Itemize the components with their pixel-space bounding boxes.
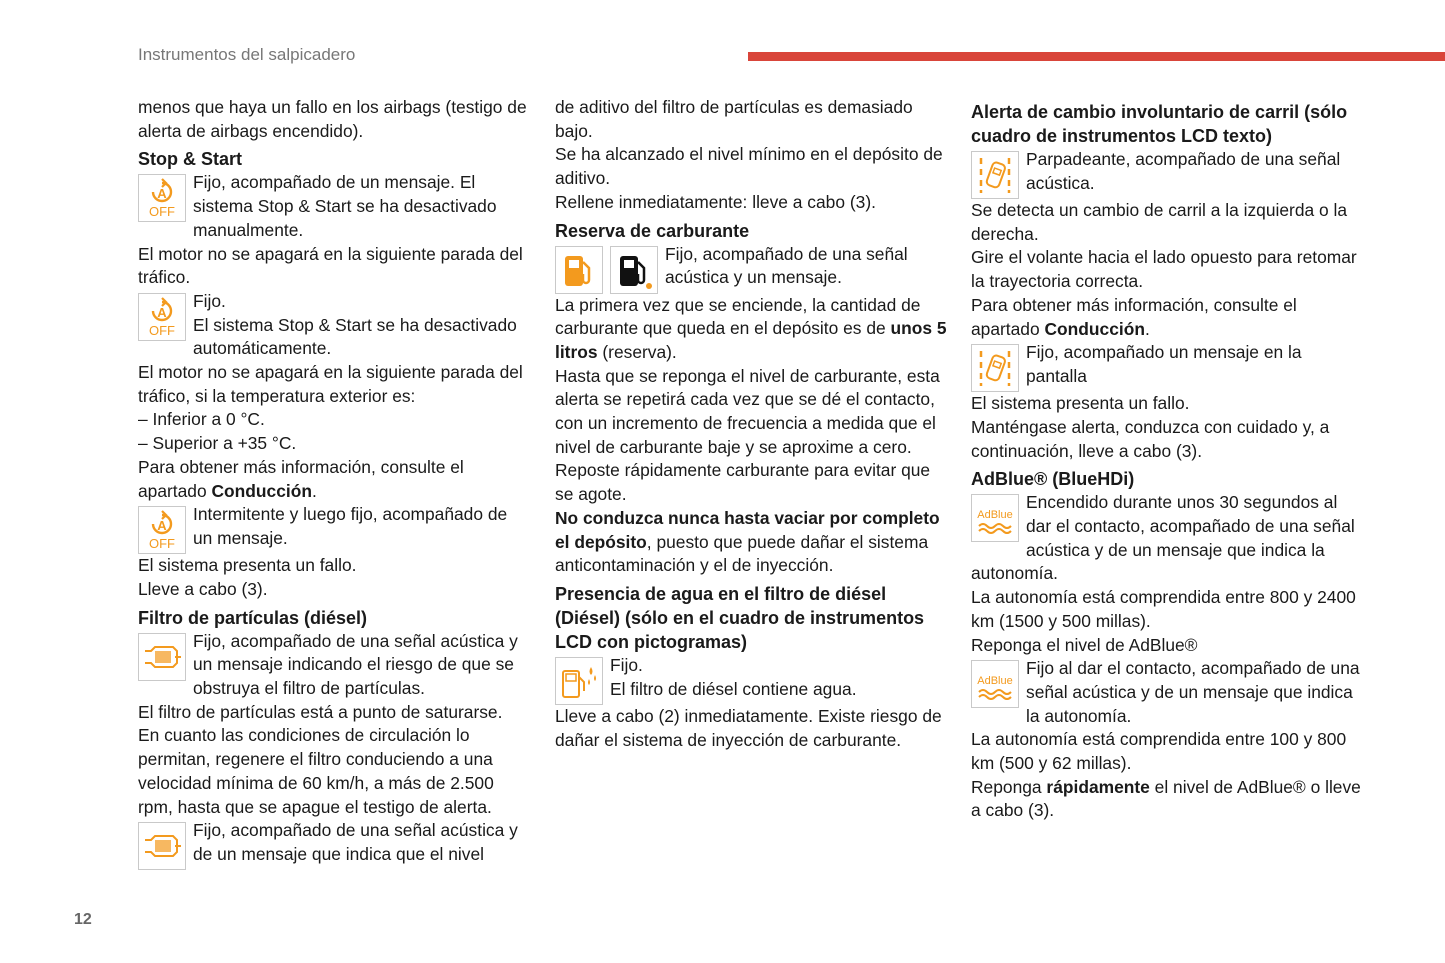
paragraph — [555, 705, 947, 752]
paragraph — [971, 294, 1363, 341]
paragraph — [971, 586, 1363, 633]
svg-text:OFF: OFF — [149, 204, 175, 219]
bold-text: No conduzca nunca hasta vaciar por completo el depósito — [555, 507, 940, 552]
warning-light-entry — [971, 657, 1363, 728]
text-run: el nivel de AdBlue® o lleve a cabo (3). — [971, 776, 1361, 821]
bold-text: Conducción — [211, 480, 312, 501]
paragraph — [138, 701, 530, 725]
text-run: Para obtener más información, consulte el apartado — [971, 294, 1297, 339]
text-run: Fijo. — [193, 290, 226, 311]
section-heading: Alerta de cambio involuntario de carril (sólo cuadro de instrumentos LCD texto) — [971, 102, 1348, 146]
text-run: Hasta que se reponga el nivel de carburante, esta alerta se repetirá cada vez que se dé el contacto, con un incremento de frecuencia a medida que el nivel de carburante baje y se aproxime a cero. — [555, 365, 940, 457]
icon-group — [555, 246, 658, 294]
text-run: – Superior a +35 °C. — [138, 433, 297, 454]
warning-light-entry — [138, 290, 530, 361]
icon-group — [971, 660, 1019, 708]
text-run: La autonomía está comprendida entre 800 y 2400 km (1500 y 500 millas). — [971, 587, 1356, 631]
svg-text:AdBlue: AdBlue — [977, 675, 1013, 688]
text-run: Se ha alcanzado el nivel mínimo en el depósito de aditivo. — [555, 144, 943, 189]
section-heading: Reserva de carburante — [555, 220, 750, 241]
text-run: Gire el volante hacia el lado opuesto para retomar la trayectoria correcta. — [971, 247, 1357, 292]
paragraph — [971, 392, 1363, 416]
icon-group — [138, 633, 186, 681]
paragraph — [971, 776, 1363, 823]
adblue-icon — [971, 494, 1019, 542]
icon-group — [138, 506, 186, 554]
paragraph — [971, 728, 1363, 775]
text-run: Fijo al dar el contacto, acompañado de una señal acústica y de un mensaje que indica la autonomía. — [1026, 658, 1360, 726]
text-run: Reponga — [971, 776, 1047, 797]
text-run: . — [311, 480, 317, 501]
text-run: Parpadeante, acompañado de una señal acústica. — [1026, 149, 1341, 193]
fuel-black-icon — [610, 246, 658, 294]
lane-departure-icon — [971, 151, 1019, 199]
warning-light-entry — [971, 491, 1363, 586]
text-run: Fijo, acompañado de una señal acústica y un mensaje. — [665, 243, 908, 288]
text-run: El filtro de diésel contiene agua. — [610, 678, 857, 699]
paragraph — [138, 456, 530, 503]
text-run: Fijo, acompañado de una señal acústica y de un mensaje que indica que el nivel — [193, 820, 518, 864]
bold-text: Conducción — [1044, 318, 1145, 339]
warning-light-entry — [138, 630, 530, 701]
particle-filter-icon — [138, 633, 186, 681]
text-run: Lleve a cabo (2) inmediatamente. Existe riesgo de dañar el sistema de inyección de carburante. — [555, 705, 942, 750]
fuel-orange-icon — [555, 246, 603, 294]
text-run: Fijo, acompañado un mensaje en la pantalla — [1026, 342, 1302, 386]
icon-group — [138, 174, 186, 222]
icon-group — [971, 344, 1019, 392]
warning-light-entry — [138, 171, 530, 242]
header-accent-bar — [748, 52, 1445, 61]
warning-light-entry — [555, 243, 947, 290]
text-run: Fijo, acompañado de una señal acústica y un mensaje indicando el riesgo de que se obstruya el filtro de partículas. — [193, 630, 518, 699]
stop-start-off-icon — [138, 174, 186, 222]
section-heading: AdBlue® (BlueHDi) — [971, 469, 1135, 490]
text-run: El sistema Stop & Start se ha desactivado automáticamente. — [193, 314, 517, 359]
text-run: (reserva). — [597, 341, 677, 362]
paragraph — [138, 578, 530, 602]
paragraph — [971, 416, 1363, 463]
text-run: Intermitente y luego fijo, acompañado de un mensaje. — [193, 504, 508, 548]
paragraph — [555, 143, 947, 190]
paragraph — [555, 365, 947, 460]
text-run: El motor no se apagará en la siguiente parada del tráfico, si la temperatura exterior es: — [138, 362, 523, 406]
text-run: Se detecta un cambio de carril a la izquierda o la derecha. — [971, 200, 1348, 244]
list-item — [138, 432, 530, 456]
paragraph — [555, 507, 947, 578]
particle-filter-icon — [138, 822, 186, 870]
section-heading: Presencia de agua en el filtro de diésel (Diésel) (sólo en el cuadro de instrumentos LCD con pictogramas) — [555, 583, 925, 652]
text-run: El motor no se apagará en la siguiente parada del tráfico. — [138, 243, 523, 288]
page-number: 12 — [74, 911, 92, 928]
paragraph — [971, 634, 1363, 658]
paragraph — [138, 361, 530, 408]
paragraph — [138, 554, 530, 578]
warning-light-entry — [555, 654, 947, 701]
text-run: Lleve a cabo (3). — [138, 578, 268, 599]
bold-text: unos 5 litros — [555, 318, 947, 362]
icon-group — [555, 657, 603, 705]
svg-text:OFF: OFF — [149, 536, 175, 551]
text-run: El filtro de partículas está a punto de saturarse. — [138, 701, 503, 722]
text-run: La autonomía está comprendida entre 100 y 800 km (500 y 62 millas). — [971, 729, 1347, 774]
text-run: Fijo. — [610, 654, 643, 675]
section-heading: Stop & Start — [138, 149, 243, 170]
text-run: , puesto que puede dañar el sistema anticontaminación y el de inyección. — [555, 531, 929, 576]
icon-group — [971, 151, 1019, 199]
bold-text: rápidamente — [1046, 776, 1150, 797]
text-run: En cuanto las condiciones de circulación lo permitan, regenere el filtro conduciendo a una velocidad mínima de 60 km/h, a más de 2.500 rpm, hasta que se apague el testigo de alerta. — [138, 725, 494, 817]
text-run: . — [1144, 318, 1150, 339]
stop-start-off-icon — [138, 293, 186, 341]
column-3 — [971, 96, 1363, 823]
section-heading: Filtro de partículas (diésel) — [138, 607, 368, 628]
warning-light-entry — [138, 503, 530, 550]
paragraph — [971, 246, 1363, 293]
svg-text:OFF: OFF — [149, 322, 175, 337]
text-run: Reponga el nivel de AdBlue® — [971, 634, 1198, 655]
text-run: El sistema presenta un fallo. — [971, 393, 1190, 414]
paragraph — [138, 96, 530, 143]
text-run: de aditivo del filtro de partículas es demasiado bajo. — [555, 97, 913, 141]
svg-text:A: A — [157, 186, 167, 202]
text-run: Para obtener más información, consulte el apartado — [138, 456, 464, 501]
paragraph — [971, 199, 1363, 246]
text-run: El sistema presenta un fallo. — [138, 555, 357, 576]
warning-light-entry — [138, 819, 530, 866]
text-run: Reposte rápidamente carburante para evitar que se agote. — [555, 460, 931, 505]
list-item — [138, 408, 530, 432]
text-run: La primera vez que se enciende, la cantidad de carburante que queda en el depósito es de — [555, 294, 921, 339]
column-1 — [138, 96, 530, 870]
paragraph — [555, 96, 947, 143]
paragraph — [555, 191, 947, 215]
icon-group — [971, 494, 1019, 542]
paragraph — [138, 243, 530, 290]
text-run: Fijo, acompañado de un mensaje. El sistema Stop & Start se ha desactivado manualmente. — [193, 172, 497, 240]
text-run: Encendido durante unos 30 segundos al dar el contacto, acompañado de una señal acústica y de un mensaje que indica la autonomía. — [971, 492, 1355, 584]
text-run: menos que haya un fallo en los airbags (testigo de alerta de airbags encendido). — [138, 97, 527, 141]
water-in-diesel-icon — [555, 657, 603, 705]
lane-departure-icon — [971, 344, 1019, 392]
section-title: Instrumentos del salpicadero — [138, 45, 356, 64]
paragraph — [555, 294, 947, 365]
warning-light-entry — [971, 148, 1363, 195]
paragraph — [555, 459, 947, 506]
adblue-icon — [971, 660, 1019, 708]
column-2 — [555, 96, 947, 752]
text-run: Rellene inmediatamente: lleve a cabo (3). — [555, 191, 876, 212]
paragraph — [138, 724, 530, 819]
icon-group — [138, 822, 186, 870]
svg-text:A: A — [157, 304, 167, 320]
stop-start-off-icon — [138, 506, 186, 554]
text-run: Manténgase alerta, conduzca con cuidado y, a continuación, lleve a cabo (3). — [971, 416, 1330, 461]
warning-light-entry — [971, 341, 1363, 388]
svg-text:A: A — [157, 518, 167, 534]
svg-text:AdBlue: AdBlue — [977, 509, 1013, 522]
text-run: – Inferior a 0 °C. — [138, 409, 265, 430]
icon-group — [138, 293, 186, 341]
